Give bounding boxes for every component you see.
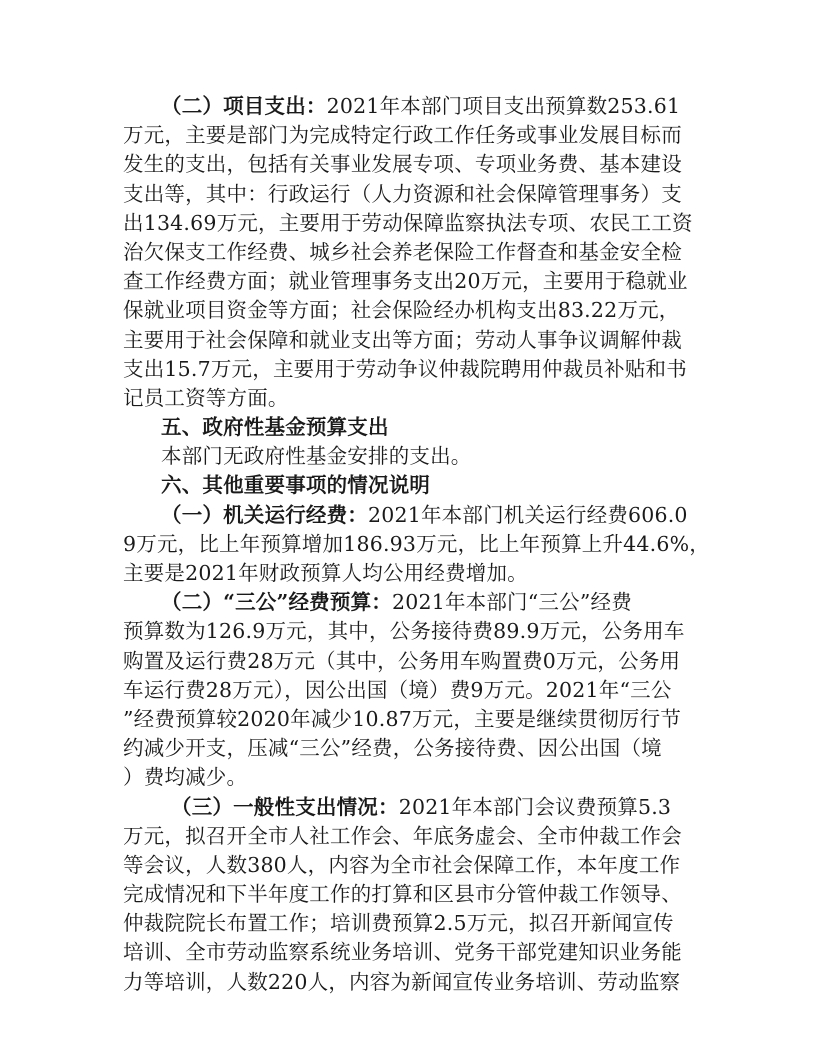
text-line: 9万元，比上年预算增加186.93万元，比上年预算上升44.6%， [123,531,710,556]
text-line: 约减少开支，压减“三公”经费，公务接待费、因公出国（境 [123,736,662,761]
text-line: 保就业项目资金等方面；社会保险经办机构支出83.22万元， [123,298,680,323]
text-line: 购置及运行费28万元（其中，公务用车购置费0万元，公务用 [123,648,681,673]
text-line: （三）一般性支出情况：2021年本部门会议费预算5.3 [171,794,672,819]
text-line: ）费均减少。 [123,765,248,790]
section-heading-other-matters: 六、其他重要事项的情况说明 [161,473,431,498]
text-line: 培训、全市劳动监察系统业务培训、党务干部党建知识业务能 [123,940,682,965]
text-line: 主要用于社会保障和就业支出等方面；劳动人事争议调解仲裁 [123,327,682,352]
text-line: （一）机关运行经费：2021年本部门机关运行经费606.0 [161,502,688,527]
text-line: 预算数为126.9万元，其中，公务接待费89.9万元，公务用车 [123,619,685,644]
text-line: 力等培训，人数220人，内容为新闻宣传业务培训、劳动监察 [123,969,681,994]
text-line: 发生的支出，包括有关事业发展专项、专项业务费、基本建设 [123,152,682,177]
text-line: （二）“三公”经费预算：2021年本部门“三公”经费 [161,590,632,615]
text-line: 查工作经费方面；就业管理事务支出20万元，主要用于稳就业 [123,269,688,294]
text-line: 万元，拟召开全市人社工作会、年底务虚会、全市仲裁工作会 [123,823,682,848]
text-line: （二）项目支出：2021年本部门项目支出预算数253.61 [161,94,681,118]
text-line: ”经费预算较2020年减少10.87万元，主要是继续贯彻厉行节 [123,706,682,731]
section-lead: （一）机关运行经费： [161,502,368,527]
section-heading-government-fund: 五、政府性基金预算支出 [161,415,389,440]
paragraph-general-expenditure [123,793,698,997]
text-line: 仲裁院院长布置工作；培训费预算2.5万元，拟召开新闻宣传 [123,911,674,936]
document-body [123,92,710,997]
text-line: 出134.69万元，主要用于劳动保障监察执法专项、农民工工资 [123,210,693,235]
text-line: 记员工资等方面。 [123,385,289,410]
section-lead: （三）一般性支出情况： [171,794,399,819]
paragraph-no-government-fund: 本部门无政府性基金安排的支出。 [161,444,472,469]
text-line: 治欠保支工作经费、城乡社会养老保险工作督查和基金安全检 [123,239,682,264]
section-lead: （二）项目支出： [161,94,327,118]
text-line: 完成情况和下半年度工作的打算和区县市分管仲裁工作领导、 [123,882,682,907]
paragraph-three-public-expenses [123,588,698,792]
text-line: 等会议，人数380人，内容为全市社会保障工作，本年度工作 [123,852,681,877]
text-line: 车运行费28万元），因公出国（境）费9万元。2021年“三公 [123,677,672,702]
paragraph-project-expenditure [123,92,698,413]
text-line: 主要是2021年财政预算人均公用经费增加。 [123,561,528,585]
section-lead: （二）“三公”经费预算： [161,590,392,615]
text-line: 支出等，其中：行政运行（人力资源和社会保障管理事务）支 [123,181,682,206]
paragraph-operating-expenses [123,501,710,589]
text-line: 支出15.7万元，主要用于劳动争议仲裁院聘用仲裁员补贴和书 [123,356,687,381]
text-line: 万元，主要是部门为完成特定行政工作任务或事业发展目标而 [123,123,682,148]
